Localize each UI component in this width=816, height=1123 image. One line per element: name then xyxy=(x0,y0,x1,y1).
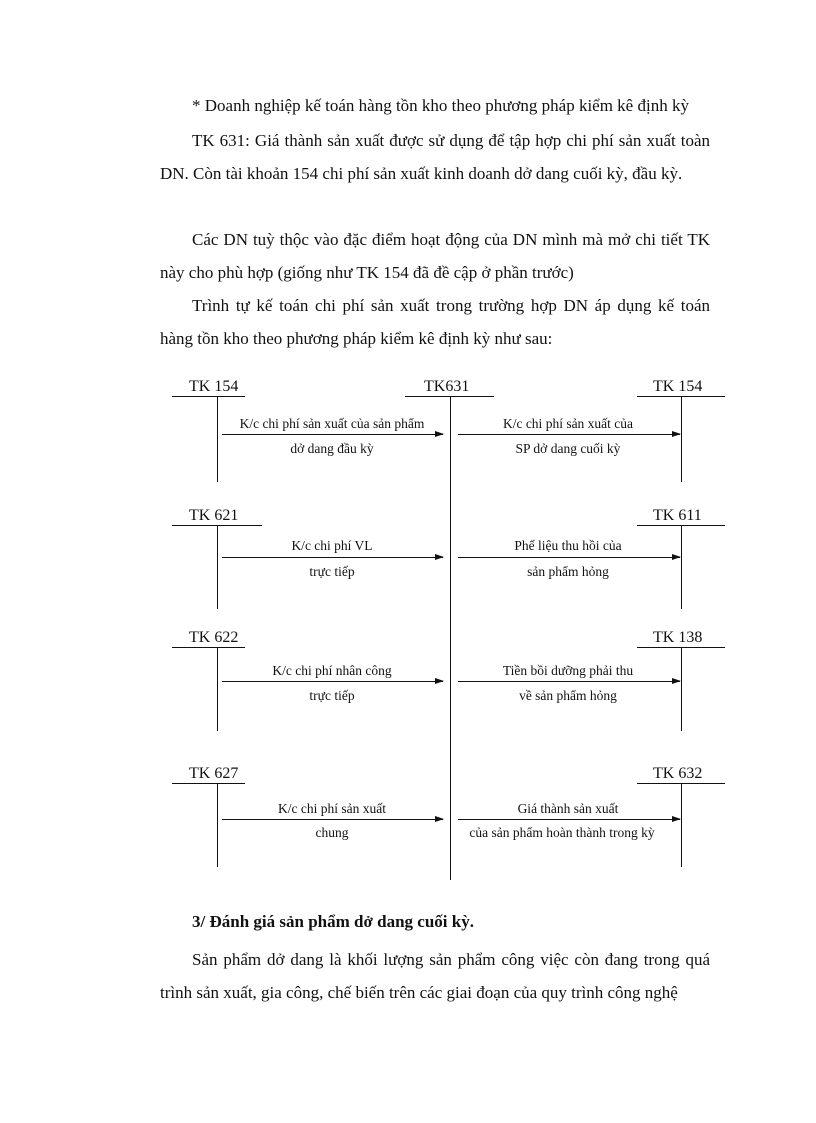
right-account-axis xyxy=(681,783,682,867)
right-account-axis xyxy=(681,396,682,482)
flow-label: SP dở dang cuối kỳ xyxy=(515,441,621,456)
left-account-label: TK 627 xyxy=(189,765,239,782)
paragraph-wip: Sản phẩm dở dang là khối lượng sản phẩm công việc còn đang trong quá trình sản xuất, gia công, chế biến trên các giai đoạn của quy trình công nghệ xyxy=(160,950,710,1002)
left-account-rule xyxy=(172,396,245,397)
flow-label: Tiền bồi dưỡng phải thu xyxy=(502,663,634,678)
flow-arrow xyxy=(222,434,443,435)
flow-arrow xyxy=(222,819,443,820)
flow-label: K/c chi phí VL xyxy=(291,538,373,553)
paragraph-tk631: TK 631: Giá thành sản xuất được sử dụng để tập hợp chi phí sản xuất toàn DN. Còn tài khoản 154 chi phí sản xuất kinh doanh dở dang cuối kỳ, đầu kỳ. xyxy=(160,131,710,183)
flow-label: của sản phẩm hoàn thành trong kỳ xyxy=(469,825,655,840)
center-account-axis xyxy=(450,396,451,880)
left-account-rule xyxy=(172,647,245,648)
flow-label: K/c chi phí nhân công xyxy=(272,663,392,678)
left-account-label: TK 622 xyxy=(189,629,239,646)
flow-arrow xyxy=(458,557,680,558)
flow-label: Giá thành sản xuất xyxy=(517,801,619,816)
right-account-label: TK 154 xyxy=(653,378,703,395)
left-account-label: TK 154 xyxy=(189,378,239,395)
flow-arrow xyxy=(222,681,443,682)
paragraph-detail-accounts: Các DN tuỳ thộc vào đặc điểm hoạt động của DN mình mà mở chi tiết TK này cho phù hợp (giống như TK 154 đã đề cập ở phần trước) xyxy=(160,230,710,282)
flow-arrow xyxy=(458,681,680,682)
right-account-axis xyxy=(681,647,682,731)
flow-label: về sản phẩm hỏng xyxy=(519,688,617,703)
center-account-label: TK631 xyxy=(424,378,470,395)
right-account-label: TK 611 xyxy=(653,507,702,524)
paragraph-sequence: Trình tự kế toán chi phí sản xuất trong trường hợp DN áp dụng kế toán hàng tồn kho theo phương pháp kiểm kê định kỳ như sau: xyxy=(160,296,710,348)
flow-label: sản phẩm hỏng xyxy=(527,564,609,579)
flow-label: trực tiếp xyxy=(309,564,355,579)
flow-label: K/c chi phí sản xuất của sản phẩm xyxy=(239,416,425,431)
section-heading: 3/ Đánh giá sản phẩm dở dang cuối kỳ. xyxy=(192,912,474,931)
left-account-axis xyxy=(217,525,218,609)
left-account-rule xyxy=(172,783,245,784)
left-account-label: TK 621 xyxy=(189,507,239,524)
flow-label: K/c chi phí sản xuất xyxy=(278,801,386,816)
left-account-axis xyxy=(217,396,218,482)
flow-label: trực tiếp xyxy=(309,688,355,703)
right-account-label: TK 138 xyxy=(653,629,703,646)
flow-label: Phế liệu thu hồi của xyxy=(514,538,622,553)
flow-label: K/c chi phí sản xuất của xyxy=(502,416,634,431)
flow-label: chung xyxy=(315,825,349,840)
right-account-axis xyxy=(681,525,682,609)
right-account-label: TK 632 xyxy=(653,765,703,782)
intro-line: * Doanh nghiệp kế toán hàng tồn kho theo phương pháp kiểm kê định kỳ xyxy=(192,96,689,115)
left-account-axis xyxy=(217,647,218,731)
flow-arrow xyxy=(458,434,680,435)
left-account-axis xyxy=(217,783,218,867)
flow-arrow xyxy=(458,819,680,820)
flow-label: dở dang đầu kỳ xyxy=(290,441,374,456)
flow-arrow xyxy=(222,557,443,558)
